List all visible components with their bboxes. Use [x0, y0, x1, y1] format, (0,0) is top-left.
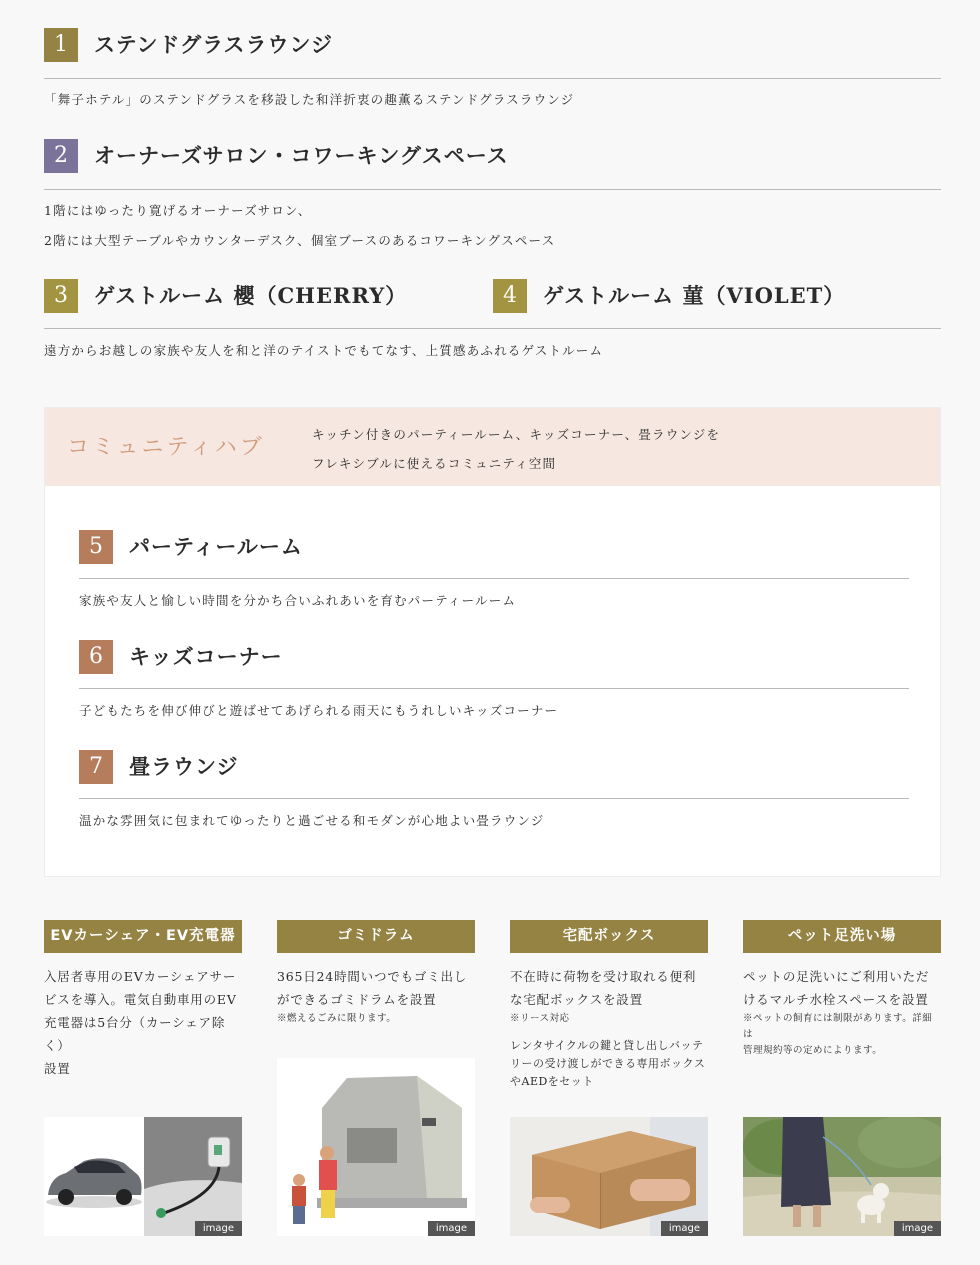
card-description: [510, 965, 708, 1011]
card-extra-description: [510, 1037, 708, 1091]
divider: [79, 688, 909, 689]
section-title: ゲストルーム 菫（VIOLET）: [543, 283, 846, 308]
facility-section-2: [44, 139, 941, 248]
hub-section-6: [79, 640, 909, 718]
card-description: [44, 965, 242, 1080]
card-extra-line: やAEDをセット: [510, 1075, 594, 1088]
card-ev: [44, 920, 242, 1234]
community-hub-panel: [44, 407, 941, 877]
divider: [79, 578, 909, 579]
section-description-line-2: 2階には大型テーブルやカウンターデスク、個室ブースのあるコワーキングスペース: [44, 233, 556, 248]
card-extra-line: レンタサイクルの鍵と貸し出しバッテ: [510, 1039, 704, 1052]
section-title: ゲストルーム 櫻（CHERRY）: [94, 283, 408, 308]
section-heading: [79, 750, 909, 786]
garbage-drum-photo: [277, 1058, 475, 1236]
card-description: [277, 965, 475, 1011]
card-title: ペット足洗い場: [743, 920, 941, 953]
community-hub-header: [45, 408, 940, 486]
card-pet-foot-wash: [743, 920, 941, 1234]
card-text-line: な宅配ボックスを設置: [510, 992, 643, 1007]
number-badge: 7: [79, 750, 113, 784]
pet-walk-photo: [743, 1117, 941, 1236]
section-description: 遠方からお越しの家族や友人を和と洋のテイストでもてなす、上質感あふれるゲストルーム: [44, 343, 604, 358]
image-caption: image: [428, 1221, 475, 1236]
image-caption: image: [661, 1221, 708, 1236]
section-heading: [44, 139, 941, 175]
image-caption: image: [195, 1221, 242, 1236]
card-note-line-1: ※ペットの飼育には制限があります。詳細は: [743, 1013, 933, 1040]
section-description: 「舞子ホテル」のステンドグラスを移設した和洋折衷の趣薫るステンドグラスラウンジ: [44, 92, 575, 107]
section-description: 温かな雰囲気に包まれてゆったりと過ごせる和モダンが心地よい畳ラウンジ: [79, 813, 545, 828]
card-text-line: 充電器は5台分（カーシェア除く）: [44, 1015, 226, 1053]
hub-section-5: [79, 530, 909, 608]
section-title: 畳ラウンジ: [129, 754, 239, 779]
hub-section-7: [79, 750, 909, 828]
card-description: [743, 965, 941, 1011]
card-text-line: 入居者専用のEVカーシェアサー: [44, 969, 237, 984]
card-text-line: 365日24時間いつでもゴミ出し: [277, 969, 468, 984]
card-text-line: 設置: [44, 1061, 71, 1076]
card-note: ※リース対応: [510, 1013, 570, 1024]
card-text-line: けるマルチ水栓スペースを設置: [743, 992, 929, 1007]
number-badge: 6: [79, 640, 113, 674]
ev-car-photo: [44, 1117, 242, 1236]
delivery-box-photo: [510, 1117, 708, 1236]
section-heading: [79, 640, 909, 676]
facility-section-3-4: [44, 279, 941, 358]
card-garbage-drum: [277, 920, 475, 1234]
divider: [79, 798, 909, 799]
facility-section-1: [44, 28, 941, 107]
card-note-line-2: 管理規約等の定めによります。: [743, 1045, 883, 1056]
card-delivery-box: [510, 920, 708, 1234]
number-badge: 4: [493, 279, 527, 313]
section-heading: [79, 530, 909, 566]
card-text-line: 不在時に荷物を受け取れる便利: [510, 969, 697, 984]
number-badge: 5: [79, 530, 113, 564]
divider: [44, 189, 941, 190]
divider: [44, 328, 941, 329]
section-title: ステンドグラスラウンジ: [94, 32, 333, 57]
card-text-line: ビスを導入。電気自動車用のEV: [44, 992, 237, 1007]
card-note: ※燃えるごみに限ります。: [277, 1013, 397, 1024]
image-caption: image: [894, 1221, 941, 1236]
card-title: ゴミドラム: [277, 920, 475, 953]
section-title: キッズコーナー: [129, 644, 283, 669]
divider: [44, 78, 941, 79]
community-hub-description-line-1: キッチン付きのパーティールーム、キッズコーナー、畳ラウンジを: [312, 427, 721, 442]
number-badge: 2: [44, 139, 78, 173]
section-description: 子どもたちを伸び伸びと遊ばせてあげられる雨天にもうれしいキッズコーナー: [79, 703, 559, 718]
section-heading: [44, 28, 941, 64]
card-text-line: ができるゴミドラムを設置: [277, 992, 437, 1007]
community-hub-title: コミュニティハブ: [67, 435, 265, 460]
number-badge: 1: [44, 28, 78, 62]
card-text-line: ペットの足洗いにご利用いただ: [743, 969, 930, 984]
section-description: 家族や友人と愉しい時間を分かち合いふれあいを育むパーティールーム: [79, 593, 517, 608]
section-title: パーティールーム: [129, 534, 303, 559]
card-title: EVカーシェア・EV充電器: [44, 920, 242, 953]
section-description-line-1: 1階にはゆったり寛げるオーナーズサロン、: [44, 203, 312, 218]
section-title: オーナーズサロン・コワーキングスペース: [94, 143, 509, 168]
section-heading-4: [493, 279, 933, 315]
number-badge: 3: [44, 279, 78, 313]
community-hub-description-line-2: フレキシブルに使えるコミュニティ空間: [312, 456, 557, 471]
card-title: 宅配ボックス: [510, 920, 708, 953]
card-extra-line: リーの受け渡しができる専用ボックス: [510, 1057, 706, 1070]
